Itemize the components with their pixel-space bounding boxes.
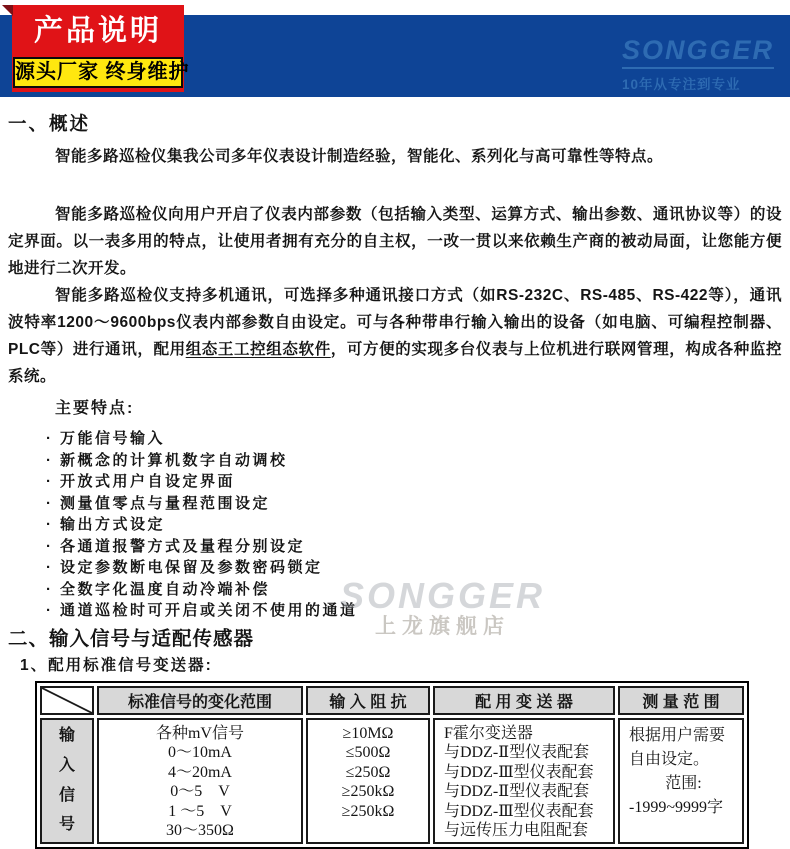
transmitter-value: 与远传压力电阻配套: [444, 822, 589, 839]
para3-text-after: ，可方便的实现多台仪表与上位机进行联网管理，构成各种监控系统。: [8, 341, 782, 385]
signal-spec-table: [35, 681, 749, 849]
column-header-signal-range: 标准信号的变化范围: [97, 686, 303, 715]
cell-transmitters: [433, 718, 615, 844]
transmitter-value: 与DDZ-Ⅲ型仪表配套: [444, 763, 594, 781]
input-signal-vertical-label: 输入信号: [58, 727, 75, 834]
impedance-value: ≥250kΩ: [341, 783, 395, 800]
feature-item: · 各通道报警方式及量程分别设定: [46, 536, 782, 558]
section-input-heading: 二、输入信号与适配传感器: [8, 627, 255, 650]
signal-range-value: 0～10mA: [167, 744, 232, 761]
table-header-row: [40, 686, 744, 715]
section-overview-heading: 一、概述: [8, 113, 91, 134]
signal-range-value: 4～20mA: [167, 763, 232, 781]
paragraph-parameters: 智能多路巡检仪向用户开启了仪表内部参数（包括输入类型、运算方式、输出参数、通讯协议等）的设定界面。以一表多用的特点，让使用者拥有充分的自主权，一改一贯以来依赖生产商的被动局面，让您能方便地进行二次开发。: [8, 206, 782, 277]
measure-range-line: 根据用户需要: [629, 726, 726, 744]
transmitter-value: 与DDZ-Ⅲ型仪表配套: [444, 802, 594, 820]
spec-table-wrapper: [35, 681, 782, 849]
signal-range-value: 0～5 V: [170, 783, 230, 800]
para3-underlined-software: 组态王工控组态软件: [185, 341, 331, 358]
feature-item: · 通道巡检时可开启或关闭不使用的通道: [46, 600, 782, 622]
top-banner: [0, 0, 790, 97]
product-description-badge: [12, 5, 190, 92]
column-header-measure-range: 测 量 范 围: [618, 686, 744, 715]
cell-input-impedance: [306, 718, 430, 844]
impedance-value: ≥10MΩ: [342, 724, 394, 742]
badge-subtitle: 源头厂家 终身维护: [13, 57, 183, 88]
impedance-value: ≥250kΩ: [341, 802, 395, 820]
feature-item: · 全数字化温度自动冷端补偿: [46, 579, 782, 601]
feature-item: · 开放式用户自设定界面: [46, 471, 782, 493]
features-list: [8, 428, 782, 622]
diagonal-line-icon: [42, 688, 92, 713]
logo-divider: [622, 67, 774, 69]
impedance-value: ≤500Ω: [345, 744, 391, 761]
table-body-row: [40, 718, 744, 844]
paragraph-overview: 智能多路巡检仪集我公司多年仪表设计制造经验，智能化、系列化与高可靠性等特点。: [55, 148, 664, 165]
measure-range-line: 自由设定。: [629, 750, 710, 768]
signal-range-value: 各种mV信号: [155, 724, 244, 742]
impedance-value: ≤250Ω: [345, 763, 391, 781]
feature-item: · 设定参数断电保留及参数密码锁定: [46, 557, 782, 579]
features-heading: 主要特点:: [55, 400, 135, 417]
transmitter-value: 与DDZ-Ⅱ型仪表配套: [444, 783, 590, 800]
diagonal-header-cell: [40, 686, 94, 715]
watermark-store-text: 上龙旗舰店: [375, 615, 511, 638]
measure-range-line: -1999~9999字: [629, 798, 723, 816]
feature-item: · 测量值零点与量程范围设定: [46, 493, 782, 515]
signal-range-value: 1 ～5 V: [168, 802, 232, 820]
measure-range-line: 范围:: [665, 774, 702, 792]
brand-logo-text: SONGGER: [621, 35, 774, 65]
badge-title: 产品说明: [33, 15, 162, 47]
feature-item: · 万能信号输入: [46, 428, 782, 450]
column-header-input-impedance: 输 入 阻 抗: [306, 686, 430, 715]
row-header-input-signal: [40, 718, 94, 844]
transmitter-value: 与DDZ-Ⅱ型仪表配套: [444, 744, 590, 761]
cell-signal-ranges: [97, 718, 303, 844]
table-caption: 1、配用标准信号变送器:: [20, 656, 213, 674]
watermark-logo-text: SONGGER: [340, 575, 546, 616]
column-header-transmitter: 配 用 变 送 器: [433, 686, 615, 715]
feature-item: · 新概念的计算机数字自动调校: [46, 450, 782, 472]
signal-range-value: 30～350Ω: [166, 822, 234, 839]
brand-logo: [622, 36, 774, 93]
document-body: [0, 110, 790, 849]
cell-measure-range: [618, 718, 744, 844]
para3-text-before: 智能多路巡检仪支持多机通讯，可选择多种通讯接口方式（如RS-232C、RS-485、RS-422等），通讯波特率1200～9600bps仪表内部参数自由设定。可与各种带串行输入输出的设备（如电脑、可编程控制器、PLC等）进行通讯，配用: [8, 287, 782, 358]
brand-slogan: 10年从专注到专业: [621, 77, 741, 92]
paragraph-communication: [8, 282, 782, 390]
feature-item: · 输出方式设定: [46, 514, 782, 536]
ribbon-fold-icon: [2, 5, 13, 16]
transmitter-value: F霍尔变送器: [444, 724, 533, 742]
